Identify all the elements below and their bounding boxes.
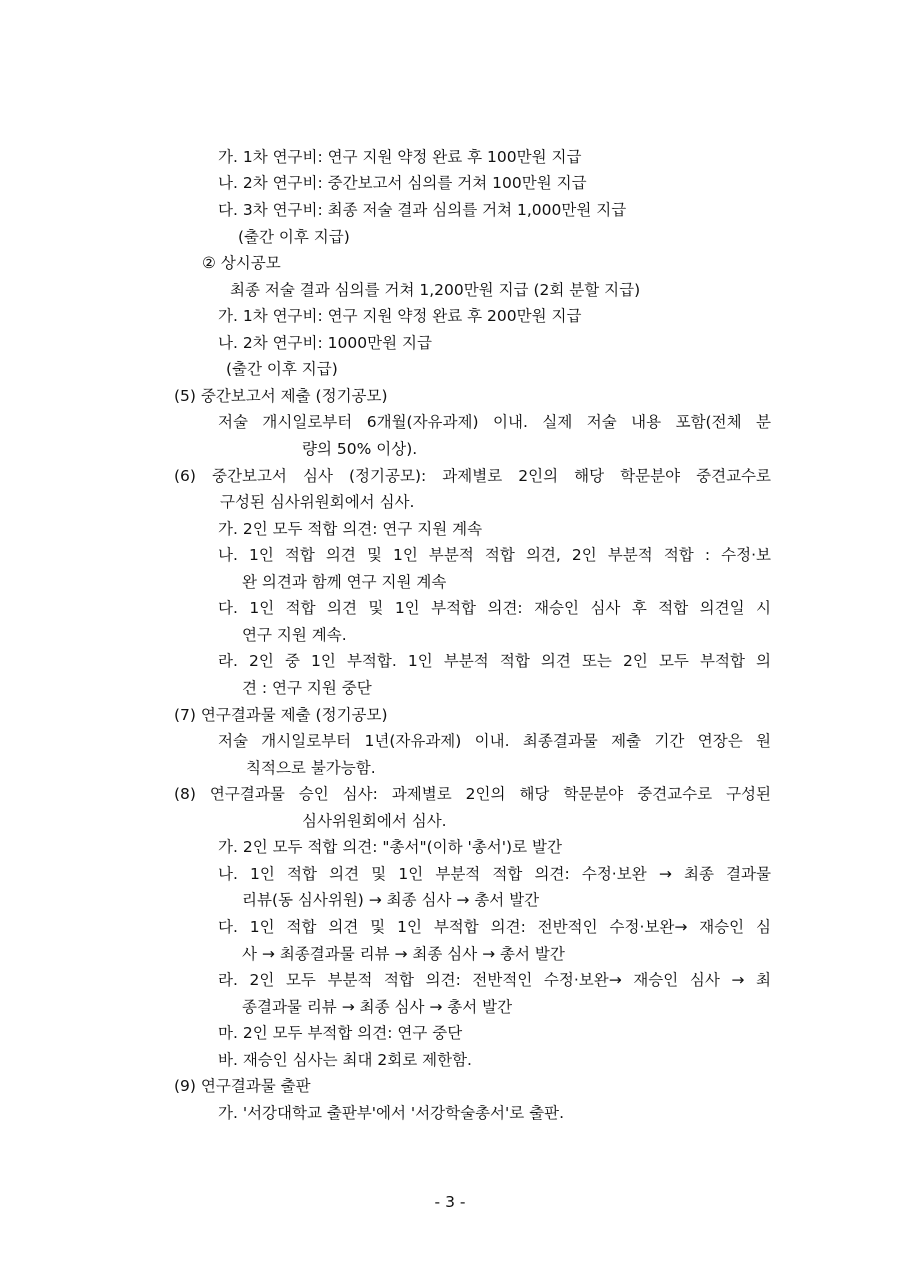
s6-item-da-line1: 다. 1인 적합 의견 및 1인 부적합 의견: 재승인 심사 후 적합 의견일 시 — [218, 599, 771, 617]
s4-standing-heading: ② 상시공모 — [202, 254, 281, 272]
s8-item-ga: 가. 2인 모두 적합 의견: "총서"(이하 '총서')로 발간 — [218, 838, 562, 856]
s7-body-line2: 칙적으로 불가능함. — [246, 759, 376, 777]
s6-item-na-line1: 나. 1인 적합 의견 및 1인 부분적 적합 의견, 2인 부분적 적합 : 수정·보 — [218, 546, 771, 564]
s8-item-da-line1: 다. 1인 적합 의견 및 1인 부적합 의견: 전반적인 수정·보완→ 재승인 심 — [218, 918, 771, 936]
s8-heading-line2: 심사위원회에서 심사. — [302, 812, 447, 830]
s8-item-da-line2: 사 → 최종결과물 리뷰 → 최종 심사 → 총서 발간 — [242, 945, 565, 963]
s4-regular-item-da: 다. 3차 연구비: 최종 저술 결과 심의를 거쳐 1,000만원 지급 — [218, 201, 627, 219]
s8-item-ra-line2: 종결과물 리뷰 → 최종 심사 → 총서 발간 — [242, 998, 513, 1016]
s6-heading-line2: 구성된 심사위원회에서 심사. — [220, 493, 415, 511]
s9-item-ga: 가. '서강대학교 출판부'에서 '서강학술총서'로 출판. — [218, 1104, 565, 1122]
s8-item-na-line1: 나. 1인 적합 의견 및 1인 부분적 적합 의견: 수정·보완 → 최종 결과물 — [218, 865, 771, 883]
s5-heading: (5) 중간보고서 제출 (정기공모) — [174, 387, 388, 405]
s8-item-na-line2: 리뷰(동 심사위원) → 최종 심사 → 총서 발간 — [242, 891, 540, 909]
s4-regular-item-ga: 가. 1차 연구비: 연구 지원 약정 완료 후 100만원 지급 — [218, 148, 582, 166]
s5-body-line2: 량의 50% 이상). — [302, 440, 418, 458]
s9-heading: (9) 연구결과물 출판 — [174, 1077, 311, 1095]
s6-item-da-line2: 연구 지원 계속. — [242, 626, 347, 644]
s4-standing-intro: 최종 저술 결과 심의를 거쳐 1,200만원 지급 (2회 분할 지급) — [230, 281, 641, 299]
s4-standing-item-ga: 가. 1차 연구비: 연구 지원 약정 완료 후 200만원 지급 — [218, 307, 582, 325]
s8-heading-line1: (8) 연구결과물 승인 심사: 과제별로 2인의 해당 학문분야 중견교수로 구성된 — [174, 785, 771, 803]
s8-item-ra-line1: 라. 2인 모두 부분적 적합 의견: 전반적인 수정·보완→ 재승인 심사 → 최 — [218, 971, 771, 989]
s8-item-ma: 마. 2인 모두 부적합 의견: 연구 중단 — [218, 1024, 463, 1042]
s6-item-ra-line1: 라. 2인 중 1인 부적합. 1인 부분적 적합 의견 또는 2인 모두 부적합 의 — [218, 652, 771, 670]
s4-regular-note: (출간 이후 지급) — [238, 228, 350, 246]
s8-item-ba: 바. 재승인 심사는 최대 2회로 제한함. — [218, 1051, 472, 1069]
s7-heading: (7) 연구결과물 제출 (정기공모) — [174, 706, 388, 724]
s6-item-na-line2: 완 의견과 함께 연구 지원 계속 — [242, 573, 447, 591]
s4-regular-item-na: 나. 2차 연구비: 중간보고서 심의를 거쳐 100만원 지급 — [218, 174, 587, 192]
s6-item-ga: 가. 2인 모두 적합 의견: 연구 지원 계속 — [218, 520, 483, 538]
s5-body-line1: 저술 개시일로부터 6개월(자유과제) 이내. 실제 저술 내용 포함(전체 분 — [218, 413, 771, 431]
s7-body-line1: 저술 개시일로부터 1년(자유과제) 이내. 최종결과물 제출 기간 연장은 원 — [218, 732, 771, 750]
s6-heading-line1: (6) 중간보고서 심사 (정기공모): 과제별로 2인의 해당 학문분야 중견교수로 — [174, 467, 771, 485]
s6-item-ra-line2: 견 : 연구 지원 중단 — [242, 679, 372, 697]
page-number: - 3 - — [434, 1193, 466, 1211]
s4-standing-item-na: 나. 2차 연구비: 1000만원 지급 — [218, 334, 432, 352]
s4-standing-note: (출간 이후 지급) — [226, 360, 338, 378]
